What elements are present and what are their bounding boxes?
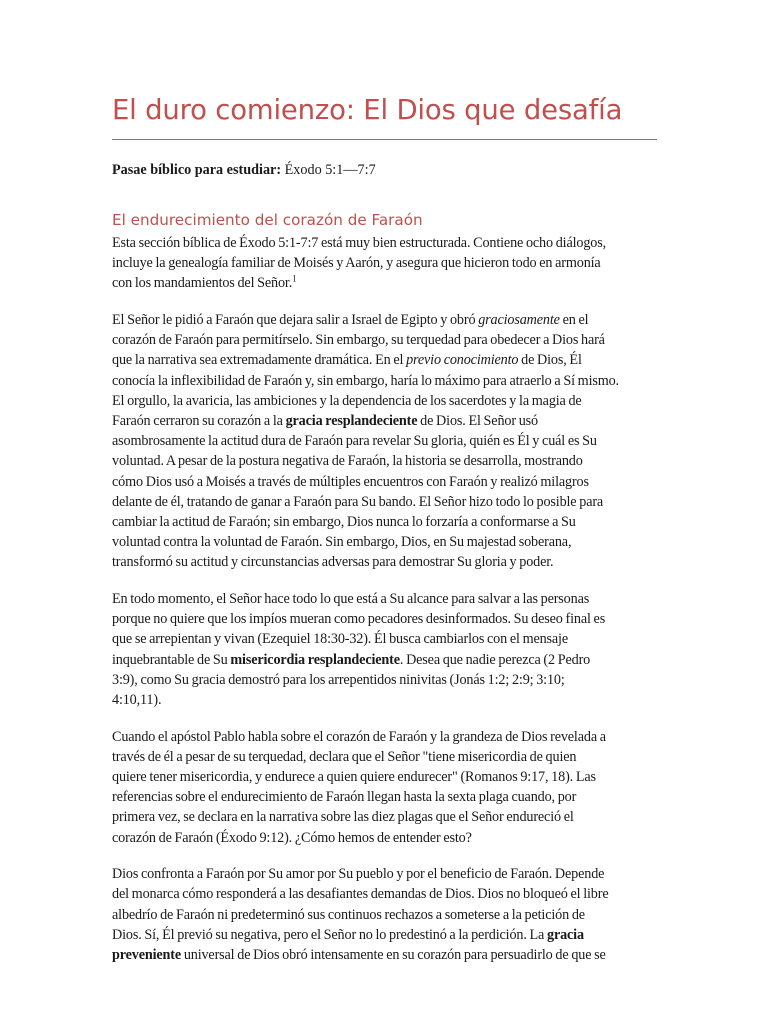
text-line <box>112 532 657 552</box>
text-run: del monarca cómo responderá a las desafiantes demandas de Dios. Dios no bloqueó el libre <box>112 886 609 903</box>
bold-text: preveniente <box>112 947 182 963</box>
italic-text: previo conocimiento <box>406 352 519 369</box>
text-line <box>112 767 657 787</box>
text-run: Faraón cerraron su corazón a la <box>112 413 286 429</box>
text-line <box>112 727 657 747</box>
text-run: que se arrepientan y vivan (Ezequiel 18:30-32). Él busca cambiarlos con el mensaje <box>112 631 568 648</box>
text-run: primera vez, se declara en la narrativa sobre las diez plagas que el Señor endureció el <box>112 809 574 826</box>
passage-label: Pasae bíblico para estudiar: <box>112 162 282 178</box>
text-run: El orgullo, la avaricia, las ambiciones y la dependencia de los sacerdotes y la magia de <box>112 392 582 409</box>
text-run: El Señor le pidió a Faraón que dejara salir a Israel de Egipto y obró <box>112 312 479 329</box>
passage-reference: Éxodo 5:1—7:7 <box>281 162 376 178</box>
text-line <box>112 945 657 965</box>
text-line <box>112 864 657 884</box>
text-line <box>112 589 657 609</box>
text-run: voluntad. A pesar de la postura negativa de Faraón, la historia se desarrolla, mostrando <box>112 453 583 470</box>
text-run: albedrío de Faraón ni predeterminó sus continuos rechazos a someterse a la petición de <box>112 906 585 923</box>
text-run: de Dios. El Señor usó <box>417 413 538 429</box>
text-run: cambiar la actitud de Faraón; sin embargo, Dios nunca lo forzaría a conformarse a Su <box>112 513 576 530</box>
text-line <box>112 670 657 690</box>
text-run: través de él a pesar de su terquedad, declara que el Señor "tiene misericordia de quien <box>112 748 577 765</box>
text-run: universal de Dios obró intensamente en su corazón para persuadirlo de que se <box>181 947 606 963</box>
paragraph <box>112 727 657 848</box>
text-run: cómo Dios usó a Moisés a través de múltiples encuentros con Faraón y realizó milagros <box>112 473 589 490</box>
bold-text: gracia resplandeciente <box>285 413 418 429</box>
text-line <box>112 411 657 431</box>
text-line <box>112 310 657 330</box>
text-line <box>112 273 657 293</box>
paragraph <box>112 233 657 294</box>
italic-text: graciosamente <box>478 312 560 329</box>
text-line <box>112 512 657 532</box>
paragraph <box>112 864 657 965</box>
text-run: corazón de Faraón (Éxodo 9:12). ¿Cómo hemos de entender esto? <box>112 829 472 846</box>
text-run: . Desea que nadie perezca (2 Pedro <box>399 651 591 668</box>
text-line <box>112 472 657 492</box>
text-run: voluntad contra la voluntad de Faraón. Sin embargo, Dios, en Su majestad soberana, <box>112 534 572 551</box>
text-run: 4:10,11). <box>112 691 162 708</box>
text-line <box>112 391 657 411</box>
text-run: inquebrantable de Su <box>112 651 231 668</box>
text-line <box>112 431 657 451</box>
text-line <box>112 690 657 710</box>
text-run: delante de él, tratando de ganar a Faraón para Su bando. El Señor hizo todo lo posible para <box>112 493 604 510</box>
text-run: En todo momento, el Señor hace todo lo que está a Su alcance para salvar a las personas <box>112 591 590 607</box>
text-run: corazón de Faraón para permitírselo. Sin embargo, su terquedad para obedecer a Dios hará <box>112 332 605 349</box>
text-run: conocía la inflexibilidad de Faraón y, sin embargo, haría lo máximo para atraerlo a Sí mismo. <box>112 372 619 389</box>
text-run: referencias sobre el endurecimiento de Faraón llegan hasta la sexta plaga cuando, por <box>112 789 577 806</box>
text-run: asombrosamente la actitud dura de Faraón para revelar Su gloria, quién es Él y cuál es Su <box>112 433 597 450</box>
text-line <box>112 371 657 391</box>
text-line <box>112 350 657 370</box>
text-run: Esta sección bíblica de Éxodo 5:1-7:7 está muy bien estructurada. Contiene ocho diálogos, <box>112 235 607 251</box>
text-line <box>112 253 657 273</box>
text-run: que la narrativa sea extremadamente dramática. En el <box>112 352 407 369</box>
text-line <box>112 609 657 629</box>
text-run: porque no quiere que los impíos mueran como pecadores desinformados. Su deseo final es <box>112 611 606 628</box>
section-heading: El endurecimiento del corazón de Faraón <box>112 211 423 229</box>
text-run: con los mandamientos del Señor. <box>112 275 293 292</box>
text-line <box>112 828 657 848</box>
bold-text: misericordia resplandeciente <box>230 651 400 668</box>
text-line <box>112 233 657 253</box>
bold-text: gracia <box>547 926 584 943</box>
text-line <box>112 451 657 471</box>
text-run: transformó su actitud y circunstancias adversas para demostrar Su gloria y poder. <box>112 554 554 571</box>
paragraph <box>112 589 657 710</box>
text-run: en el <box>559 312 589 329</box>
text-line <box>112 492 657 512</box>
text-line <box>112 629 657 649</box>
text-run: Dios. Sí, Él previó su negativa, pero el Señor no lo predestinó a la perdición. La <box>112 926 547 943</box>
text-line <box>112 787 657 807</box>
paragraph <box>112 310 657 572</box>
text-line <box>112 925 657 945</box>
text-run: Cuando el apóstol Pablo habla sobre el corazón de Faraón y la grandeza de Dios revelada a <box>112 728 606 745</box>
title-underline <box>112 139 657 140</box>
text-line <box>112 807 657 827</box>
text-run: 3:9), como Su gracia demostró para los arrepentidos ninivitas (Jonás 1:2; 2:9; 3:10; <box>112 671 565 688</box>
text-line <box>112 650 657 670</box>
body-text <box>112 233 657 982</box>
passage-line <box>112 160 376 180</box>
text-line <box>112 905 657 925</box>
text-run: incluye la genealogía familiar de Moisés y Aarón, y asegura que hicieron todo en armonía <box>112 255 601 272</box>
text-run: Dios confronta a Faraón por Su amor por Su pueblo y por el beneficio de Faraón. Depende <box>112 866 605 883</box>
text-line <box>112 747 657 767</box>
document-title: El duro comienzo: El Dios que desafía <box>112 94 623 126</box>
text-line <box>112 552 657 572</box>
text-run: quiere tener misericordia, y endurece a quien quiere endurecer" (Romanos 9:17, 18). Las <box>112 769 596 785</box>
footnote-marker: 1 <box>292 273 297 284</box>
text-line <box>112 330 657 350</box>
text-line <box>112 884 657 904</box>
text-run: de Dios, Él <box>518 352 582 369</box>
